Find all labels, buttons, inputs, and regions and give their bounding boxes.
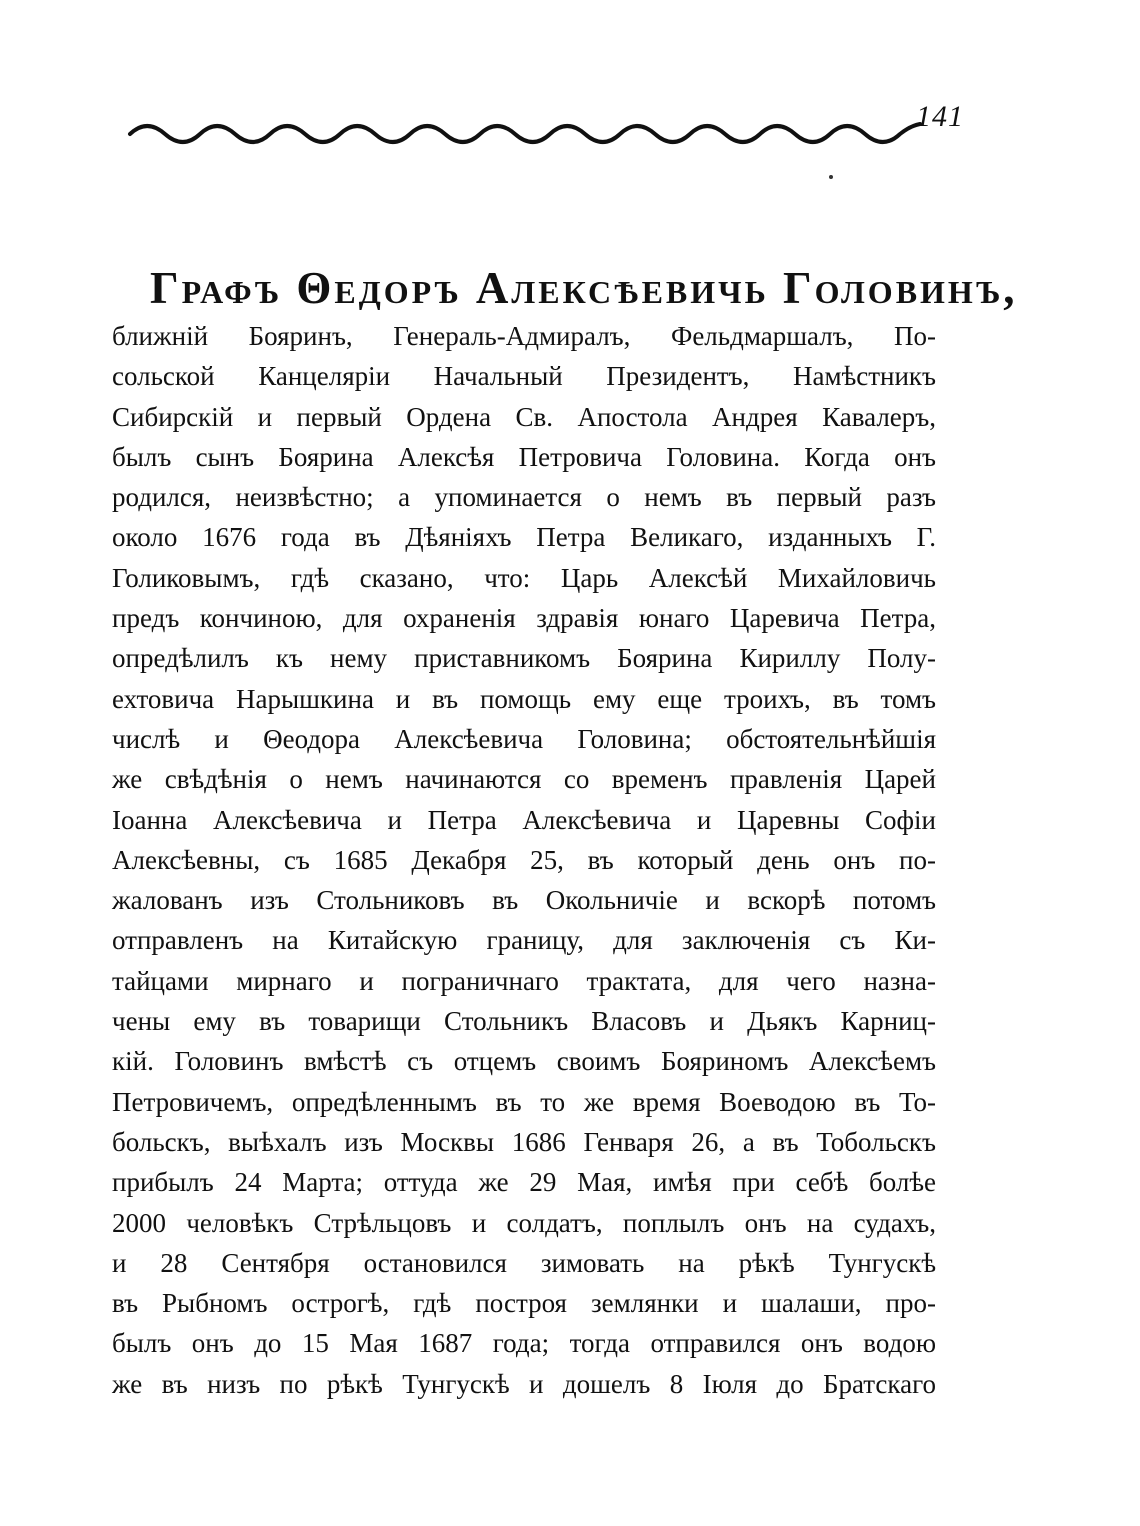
text-line: прибылъ 24 Марта; оттуда же 29 Мая, имѣя при себѣ болѣе — [112, 1167, 936, 1198]
text-line: ехтовича Нарышкина и въ помощь ему еще троихъ, въ томъ — [112, 683, 936, 714]
text-line: кій. Головинъ вмѣстѣ съ отцемъ своимъ Бояриномъ Алексѣемъ — [112, 1046, 936, 1077]
text-line: Іоанна Алексѣевича и Петра Алексѣевича и Царевны Софіи — [112, 804, 936, 835]
text-line: жалованъ изъ Стольниковъ въ Окольничіе и вскорѣ потомъ — [112, 885, 936, 916]
text-line: былъ онъ до 15 Мая 1687 года; тогда отправился онъ водою — [112, 1328, 936, 1359]
text-line: родился, неизвѣстно; а упоминается о немъ въ первый разъ — [112, 482, 936, 513]
text-line: Петровичемъ, опредѣленнымъ въ то же время Воеводою въ То- — [112, 1086, 936, 1117]
text-line: больскъ, выѣхалъ изъ Москвы 1686 Генваря 26, а въ Тобольскъ — [112, 1126, 936, 1157]
text-line: и 28 Сентября остановился зимовать на рѣкѣ Тунгускѣ — [112, 1247, 936, 1278]
wave-ornament-rule — [125, 112, 925, 152]
text-line: чены ему въ товарищи Стольникъ Власовъ и Дьякъ Карниц- — [112, 1006, 936, 1037]
text-line: былъ сынъ Боярина Алексѣя Петровича Головина. Когда онъ — [112, 441, 936, 472]
text-line: же свѣдѣнія о немъ начинаются со временъ правленія Царей — [112, 764, 936, 795]
text-line: же въ низъ по рѣкѣ Тунгускѣ и дошелъ 8 Іюля до Братскаго — [112, 1368, 936, 1399]
text-line: въ Рыбномъ острогѣ, гдѣ построя землянки и шалаши, про- — [112, 1288, 936, 1319]
print-speck — [829, 175, 833, 179]
text-line: опредѣлилъ къ нему приставникомъ Боярина Кириллу Полу- — [112, 643, 936, 674]
text-line: тайцами мирнаго и пограничнаго трактата, для чего назна- — [112, 965, 936, 996]
text-line: предъ кончиною, для охраненія здравія юнаго Царевича Петра, — [112, 603, 936, 634]
text-line: отправленъ на Китайскую границу, для заключенія съ Ки- — [112, 925, 936, 956]
wave-ornament-path — [130, 124, 920, 142]
text-line: 2000 человѣкъ Стрѣльцовъ и солдатъ, поплылъ онъ на судахъ, — [112, 1207, 936, 1238]
page-heading: Графъ Θедоръ Алексѣевичь Головинъ, — [150, 263, 1018, 313]
body-text — [112, 316, 936, 1404]
text-line: ближній Бояринъ, Генераль-Адмиралъ, Фельдмаршалъ, По- — [112, 321, 936, 351]
text-line: около 1676 года въ Дѣяніяхъ Петра Великаго, изданныхъ Г. — [112, 522, 936, 553]
text-line: Голиковымъ, гдѣ сказано, что: Царь Алексѣй Михайловичь — [112, 562, 936, 593]
text-line: Алексѣевны, съ 1685 Декабря 25, въ который день онъ по- — [112, 844, 936, 875]
text-line: числѣ и Θеодора Алексѣевича Головина; обстоятельнѣйшія — [112, 723, 936, 754]
text-line: Сибирскій и первый Ордена Св. Апостола Андрея Кавалеръ, — [112, 401, 936, 432]
page-number: 141 — [916, 100, 964, 133]
text-line: сольской Канцеляріи Начальный Президентъ, Намѣстникъ — [112, 361, 936, 392]
